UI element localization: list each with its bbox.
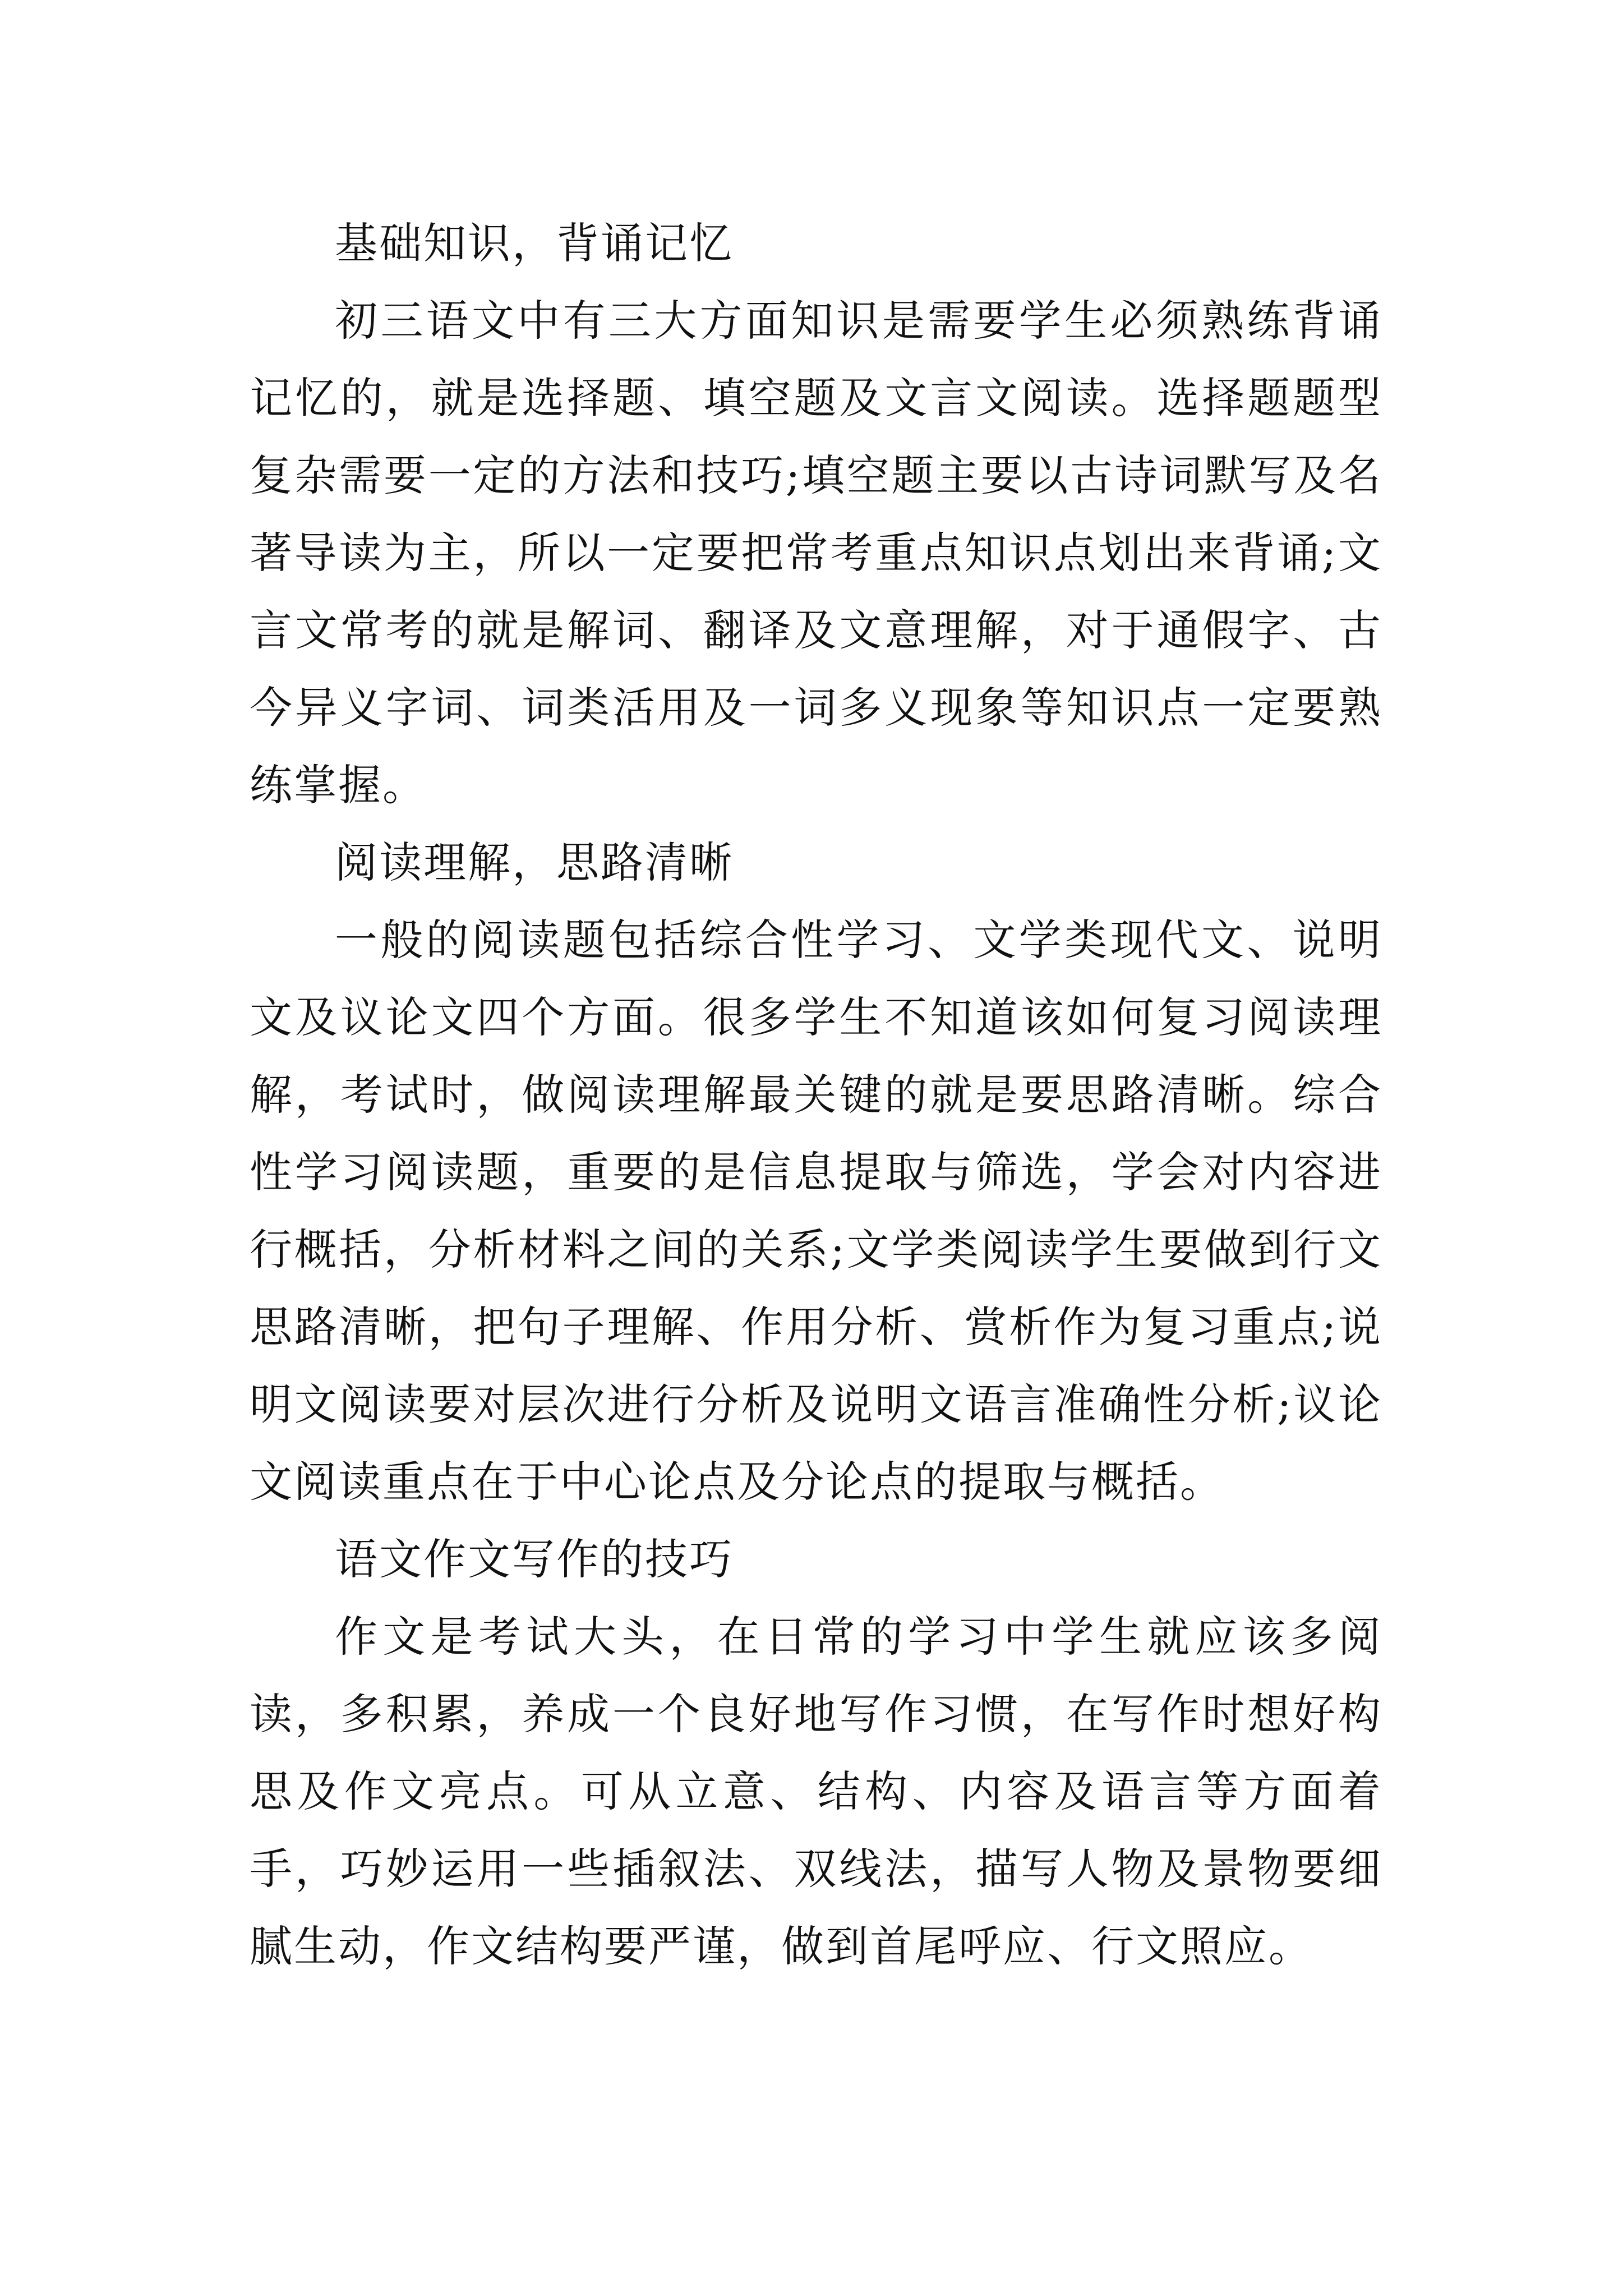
section-paragraph-basic-knowledge: 初三语文中有三大方面知识是需要学生必须熟练背诵记忆的，就是选择题、填空题及文言文阅读。选择题题型复杂需要一定的方法和技巧;填空题主要以古诗词默写及名著导读为主，所以一定要把常考重点知识点划出来背诵;文言文常考的就是解词、翻译及文意理解，对于通假字、古今异义字词、词类活用及一词多义现象等知识点一定要熟练掌握。 [250, 296, 1382, 810]
section-paragraph-reading-comprehension: 一般的阅读题包括综合性学习、文学类现代文、说明文及议论文四个方面。很多学生不知道该如何复习阅读理解，考试时，做阅读理解最关键的就是要思路清晰。综合性学习阅读题，重要的是信息提取与筛选，学会对内容进行概括，分析材料之间的关系;文学类阅读学生要做到行文思路清晰，把句子理解、作用分析、赏析作为复习重点;说明文阅读要对层次进行分析及说明文语言准确性分析;议论文阅读重点在于中心论点及分论点的提取与概括。 [250, 915, 1382, 1507]
section-paragraph-writing-skills: 作文是考试大头，在日常的学习中学生就应该多阅读，多积累，养成一个良好地写作习惯，在写作时想好构思及作文亮点。可从立意、结构、内容及语言等方面着手，巧妙运用一些插叙法、双线法，描写人物及景物要细腻生动，作文结构要严谨，做到首尾呼应、行文照应。 [250, 1612, 1382, 1971]
section-heading-writing-skills: 语文作文写作的技巧 [335, 1534, 734, 1584]
document-body [250, 205, 1382, 1985]
section-heading-reading-comprehension: 阅读理解，思路清晰 [335, 838, 734, 887]
section-heading-basic-knowledge: 基础知识，背诵记忆 [335, 218, 734, 268]
